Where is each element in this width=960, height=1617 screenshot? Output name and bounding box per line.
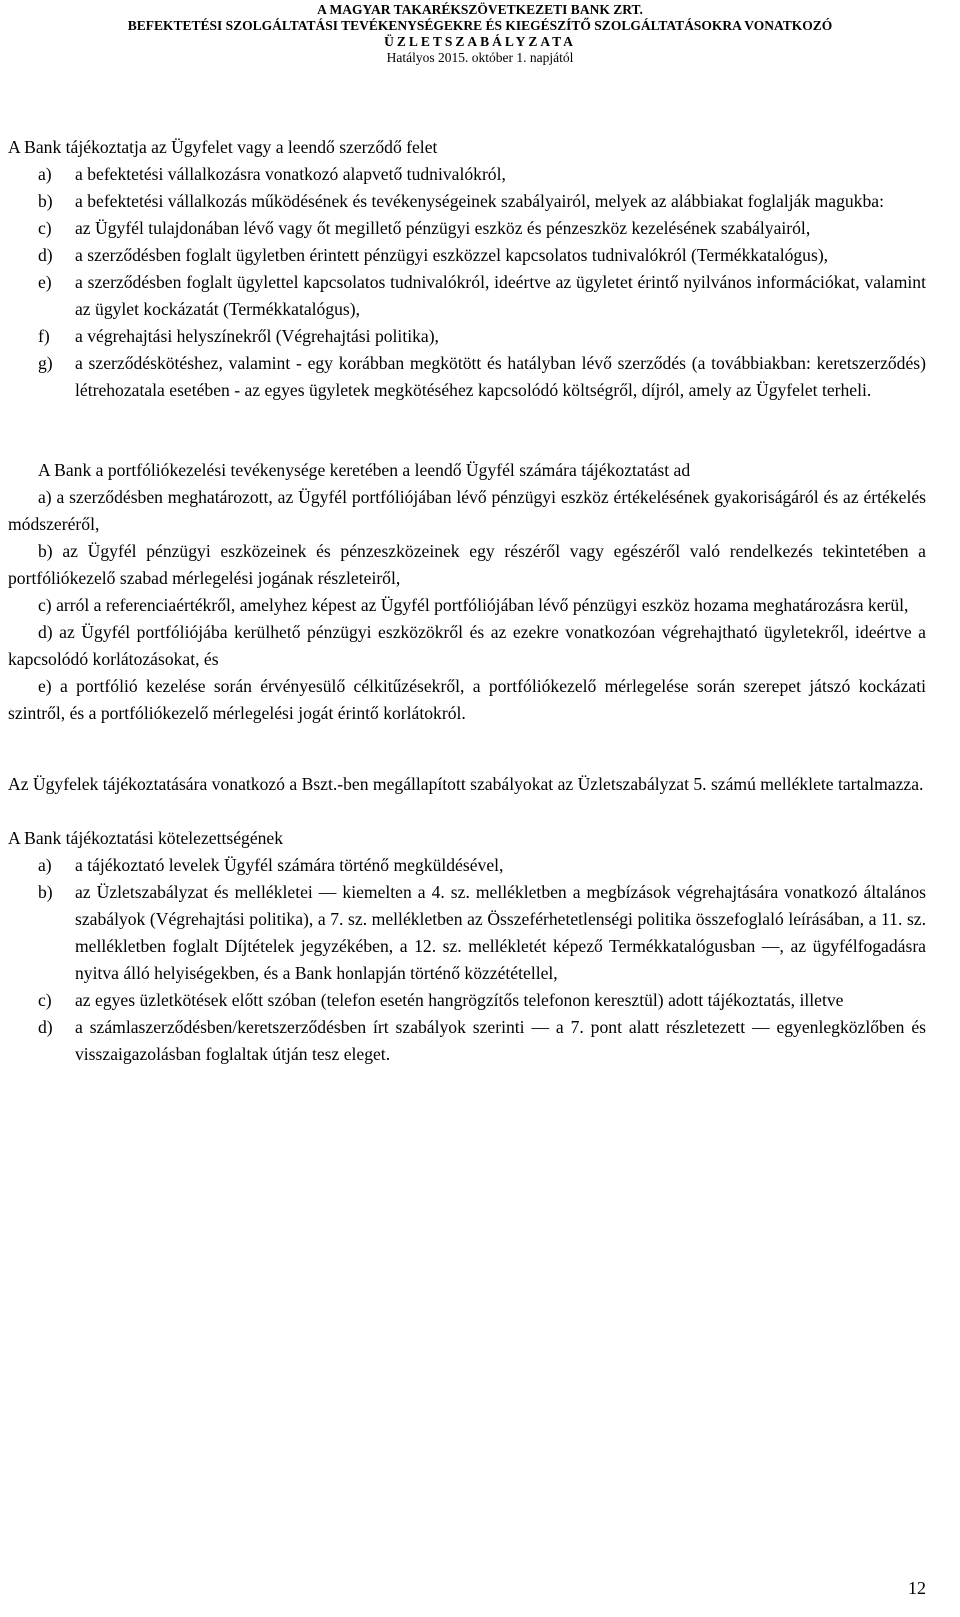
- list-item-label: g): [38, 353, 53, 373]
- page-number: 12: [908, 1578, 926, 1598]
- list-item-label: d): [38, 1017, 53, 1037]
- section4-intro: A Bank tájékoztatási kötelezettségének: [8, 828, 284, 848]
- list-item-label: f): [38, 326, 50, 346]
- section2-intro: A Bank a portfóliókezelési tevékenysége keretében a leendő Ügyfél számára tájékoztatást ad: [38, 460, 691, 480]
- list-item-text: a szerződésben foglalt ügyletben érintett pénzügyi eszközzel kapcsolatos tudnivalókról (Termékkatalógus),: [75, 245, 829, 265]
- list-item: [8, 1014, 926, 1068]
- list-item-label: a): [38, 855, 52, 875]
- list-item-text: a szerződéskötéshez, valamint - egy korábban megkötött és hatályban lévő szerződés (a továbbiakban: keretszerződés) létrehozatala esetében - az egyes ügyletek megkötéséhez kapcsolódó költségről, díjról, amely az Ügyfelet terheli.: [75, 353, 926, 400]
- section-spacer: [8, 798, 926, 825]
- list-item-text: az Ügyfél tulajdonában lévő vagy őt megillető pénzügyi eszköz és pénzeszköz kezelésének szabályairól,: [75, 218, 811, 238]
- list-item: [8, 852, 926, 879]
- list-item-label: e): [38, 272, 52, 292]
- section2-item-c: c) arról a referenciaértékről, amelyhez képest az Ügyfél portfóliójában lévő pénzügyi eszköz hozama meghatározásra kerül,: [38, 595, 909, 615]
- section3-text: Az Ügyfelek tájékoztatására vonatkozó a Bszt.-ben megállapított szabályokat az Üzletszabályzat 5. számú melléklete tartalmazza.: [8, 774, 924, 794]
- list-item: [8, 215, 926, 242]
- list-item-text: az egyes üzletkötések előtt szóban (telefon esetén hangrögzítős telefonon keresztül) adott tájékoztatás, illetve: [75, 990, 844, 1010]
- section1-intro: A Bank tájékoztatja az Ügyfelet vagy a leendő szerződő felet: [8, 137, 438, 157]
- list-item-text: az Üzletszabályzat és mellékletei — kiemelten a 4. sz. mellékletben a megbízások végrehajtására vonatkozó általános szabályok (Végrehajtási politika), a 7. sz. mellékletben az Összeférhetetlenségi politika összefoglaló leírásában, a 11. sz. mellékletben foglalt Díjtételek jegyzékében, a 12. sz. mellékletét képező Termékkatalógusban —, az ügyfélfogadásra nyitva álló helyiségekben, és a Bank honlapján történő közzététellel,: [75, 882, 926, 983]
- header-bank-name: A MAGYAR TAKARÉKSZÖVETKEZETI BANK ZRT.: [317, 2, 643, 17]
- list-item: [8, 323, 926, 350]
- list-item: [8, 350, 926, 404]
- header-document-subject: BEFEKTETÉSI SZOLGÁLTATÁSI TEVÉKENYSÉGEKRE ÉS KIEGÉSZÍTŐ SZOLGÁLTATÁSOKRA VONATKOZÓ: [127, 18, 833, 33]
- list-item: [8, 269, 926, 323]
- section2-item-a: a) a szerződésben meghatározott, az Ügyfél portfóliójában lévő pénzügyi eszköz értékelésének gyakoriságáról és az értékelés módszeréről,: [8, 487, 926, 534]
- list-item: [8, 242, 926, 269]
- list-item: [8, 188, 926, 215]
- list-item-text: a tájékoztató levelek Ügyfél számára történő megküldésével,: [75, 855, 504, 875]
- document-body: [8, 134, 926, 1068]
- section2-item-b: b) az Ügyfél pénzügyi eszközeinek és pénzeszközeinek egy részéről vagy egészéről való rendelkezés tekintetében a portfóliókezelő szabad mérlegelési jogának részleteiről,: [8, 541, 926, 588]
- list-item-text: a befektetési vállalkozás működésének és tevékenységeinek szabályairól, melyek az alábbiakat foglalják magukba:: [75, 191, 884, 211]
- section1-list: [8, 161, 926, 404]
- header-effective-date: Hatályos 2015. október 1. napjától: [386, 50, 574, 65]
- section2-item-e: e) a portfólió kezelése során érvényesülő célkitűzésekről, a portfóliókezelő mérlegelése során szerepet játszó kockázati szintről, és a portfóliókezelő mérlegelési jogát érintő korlátokról.: [8, 676, 926, 723]
- list-item-text: a befektetési vállalkozásra vonatkozó alapvető tudnivalókról,: [75, 164, 506, 184]
- section4-list: [8, 852, 926, 1068]
- list-item: [8, 161, 926, 188]
- list-item-label: c): [38, 990, 52, 1010]
- list-item-text: a számlaszerződésben/keretszerződésben írt szabályok szerinti — a 7. pont alatt részletezett — egyenlegközlőben és visszaigazolásban foglaltak útján tesz eleget.: [75, 1017, 926, 1064]
- header-document-type: ÜZLETSZABÁLYZATA: [384, 34, 576, 49]
- list-item: [8, 879, 926, 987]
- document-header: [0, 2, 960, 66]
- list-item-label: a): [38, 164, 52, 184]
- section2-item-d: d) az Ügyfél portfóliójába kerülhető pénzügyi eszközökről és az ezekre vonatkozóan végrehajtható ügyletekről, ideértve a kapcsolódó korlátozásokat, és: [8, 622, 926, 669]
- list-item-text: a végrehajtási helyszínekről (Végrehajtási politika),: [75, 326, 439, 346]
- section-spacer: [8, 404, 926, 457]
- list-item-label: b): [38, 191, 53, 211]
- section-spacer: [8, 727, 926, 771]
- list-item: [8, 987, 926, 1014]
- list-item-label: c): [38, 218, 52, 238]
- list-item-text: a szerződésben foglalt ügylettel kapcsolatos tudnivalókról, ideértve az ügyletet érintő nyilvános információkat, valamint az ügylet kockázatát (Termékkatalógus),: [75, 272, 926, 319]
- list-item-label: b): [38, 882, 53, 902]
- list-item-label: d): [38, 245, 53, 265]
